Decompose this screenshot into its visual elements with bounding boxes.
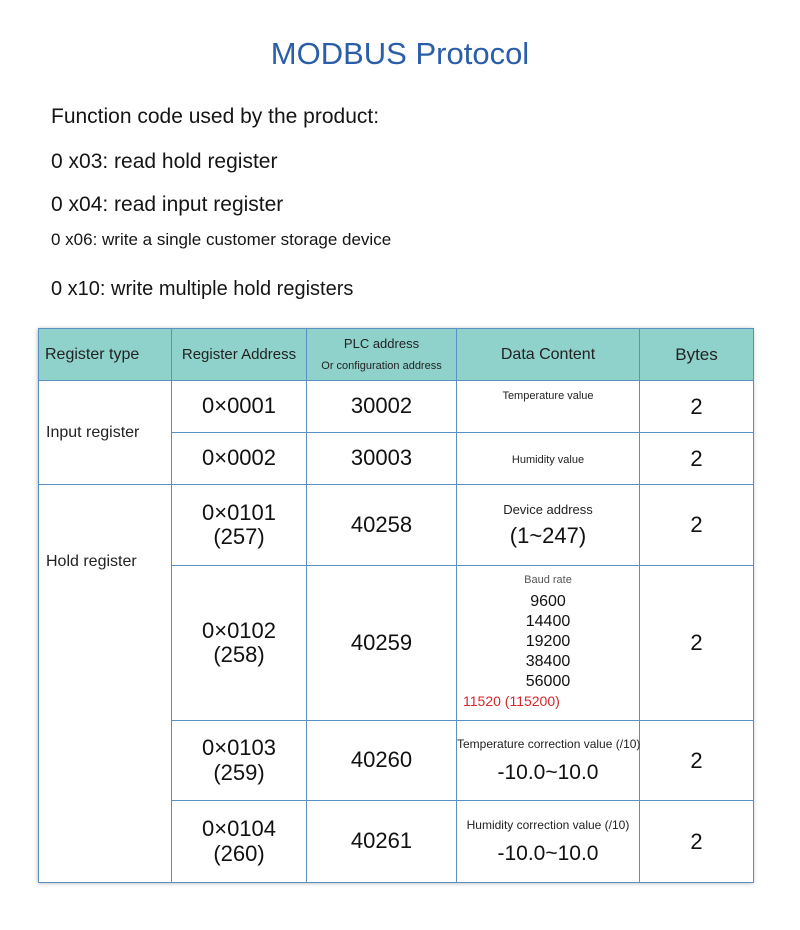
data-content-range: -10.0~10.0: [497, 841, 599, 865]
page-title: MODBUS Protocol: [270, 36, 530, 71]
register-address-dec: (257): [213, 524, 265, 549]
plc-address: 40259: [307, 566, 457, 721]
group-input-register: Input register: [39, 381, 172, 485]
register-address: [172, 721, 307, 801]
register-address: [172, 801, 307, 883]
header-data-content: Data Content: [457, 329, 640, 381]
data-content-label: Device address: [503, 501, 593, 517]
data-content: [457, 381, 640, 433]
header-bytes: Bytes: [640, 329, 754, 381]
register-table: [38, 328, 754, 883]
bytes-value: 2: [640, 381, 754, 433]
baud-rate-option: 56000: [525, 673, 571, 690]
bytes-value: 2: [640, 801, 754, 883]
data-content-label: Temperature correction value (/10): [457, 736, 641, 751]
data-content: [457, 485, 640, 566]
register-address-hex: 0×0103: [201, 735, 277, 761]
register-table-container: [38, 328, 753, 882]
register-address-hex: 0×0104: [201, 816, 277, 842]
data-content: [457, 433, 640, 485]
table-header-row: [39, 329, 754, 381]
baud-rate-option: 38400: [525, 653, 571, 670]
data-content-label: Humidity value: [511, 453, 585, 466]
baud-rate-option: 19200: [525, 633, 571, 650]
function-code-item: 0 x03: read hold register: [51, 150, 278, 173]
data-content-label: Temperature value: [502, 389, 594, 402]
data-content-label: Baud rate: [524, 574, 572, 586]
baud-rate-option: 9600: [530, 593, 566, 610]
plc-address: 30002: [307, 381, 457, 433]
baud-rate-highlight: 11520 (115200): [463, 693, 560, 709]
function-code-item: 0 x10: write multiple hold registers: [51, 278, 354, 300]
table-row: [39, 485, 754, 566]
plc-address: 40260: [307, 721, 457, 801]
register-address-hex: 0×0102: [201, 617, 277, 643]
register-address: 0×0001: [172, 381, 307, 433]
data-content: [457, 801, 640, 883]
bytes-value: 2: [640, 721, 754, 801]
plc-address: 40261: [307, 801, 457, 883]
register-address-dec: (258): [213, 642, 265, 667]
register-address-dec: (260): [213, 840, 265, 866]
register-address-hex: 0×0101: [201, 499, 277, 525]
header-plc-address-label: PLC address: [343, 336, 420, 352]
function-code-heading: Function code used by the product:: [51, 105, 380, 128]
plc-address: 30003: [307, 433, 457, 485]
group-hold-register: Hold register: [39, 485, 172, 883]
function-code-item: 0 x06: write a single customer storage device: [51, 230, 392, 249]
table-row: [39, 381, 754, 433]
header-register-type: Register type: [39, 329, 172, 381]
bytes-value: 2: [640, 566, 754, 721]
register-address-dec: (259): [213, 759, 265, 785]
bytes-value: 2: [640, 433, 754, 485]
function-code-item: 0 x04: read input register: [51, 193, 284, 216]
header-plc-address: [307, 329, 457, 381]
data-content-range: (1~247): [509, 522, 587, 548]
baud-rate-option: 14400: [525, 613, 571, 630]
register-address: 0×0002: [172, 433, 307, 485]
data-content-label: Humidity correction value (/10): [466, 817, 630, 832]
header-plc-address-sub: Or configuration address: [321, 359, 442, 372]
register-address: [172, 485, 307, 566]
header-register-address: Register Address: [172, 329, 307, 381]
data-content: [457, 721, 640, 801]
bytes-value: 2: [640, 485, 754, 566]
data-content-range: -10.0~10.0: [497, 760, 599, 784]
plc-address: 40258: [307, 485, 457, 566]
data-content-baud: [457, 566, 640, 721]
register-address: [172, 566, 307, 721]
